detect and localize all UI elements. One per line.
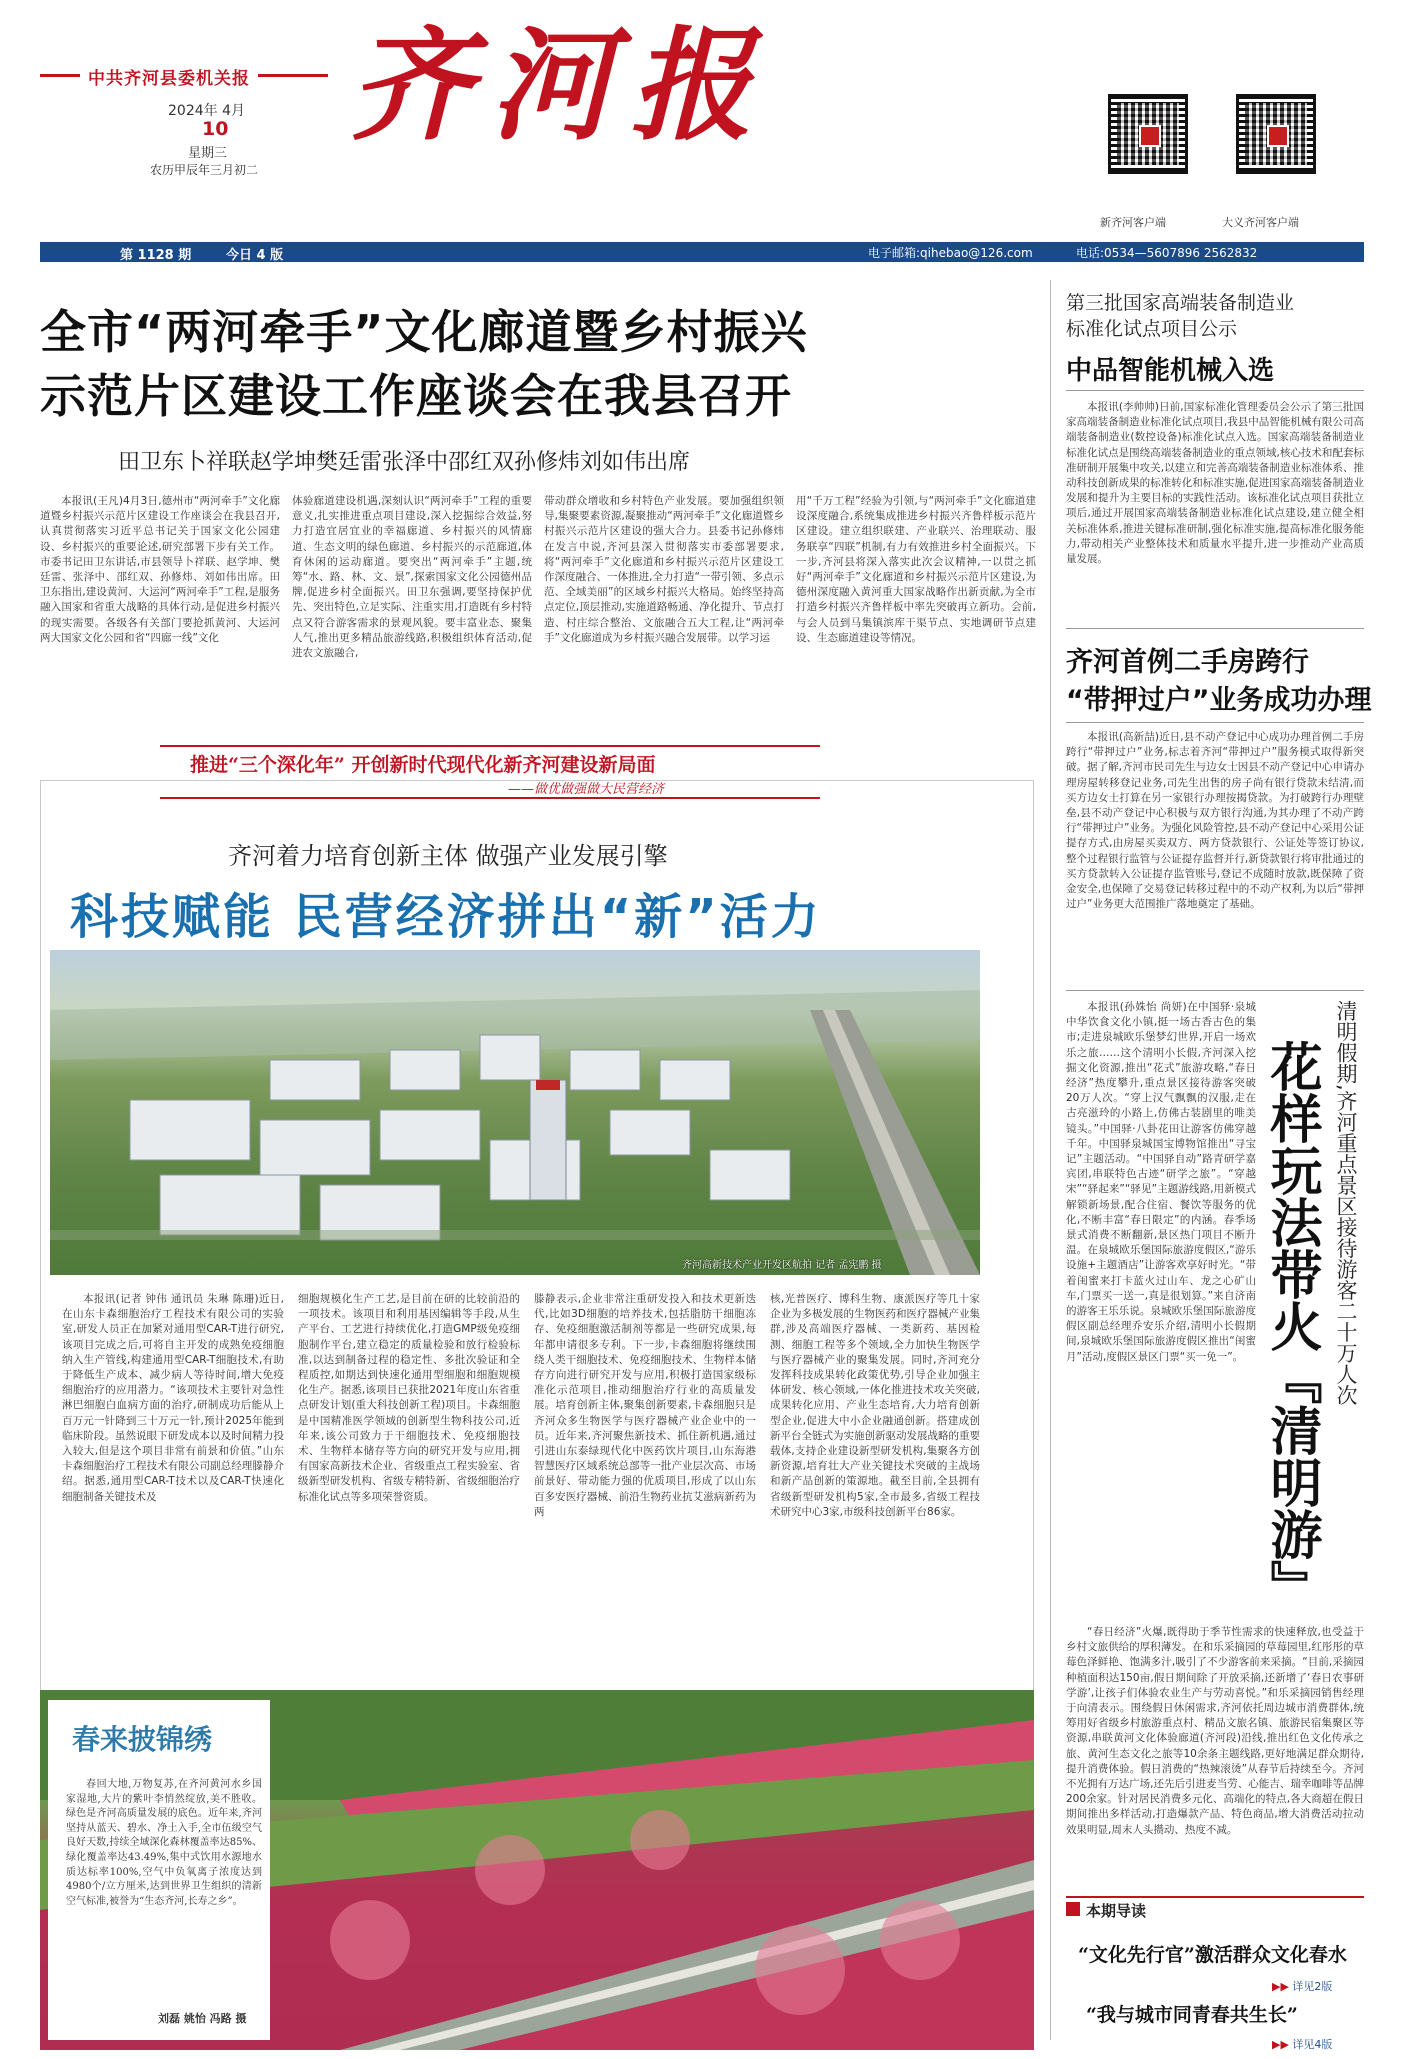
qr-label-xinqihe: 新齐河客户端 bbox=[1100, 216, 1166, 229]
feature-column-3: 滕静表示,企业非常注重研发投入和技术更新迭代,比如3D细胞的培养技术,包括脂肪干细胞冻存、免疫细胞激活制剂等都是一些研究成果,每年都申请很多专利。下一步,卡森细胞将继续围绕人类干细胞技术、免疫细胞技术、生物样本储存方向进行研究开发与应用,积极打造国家级标准化示范项目,推动细胞治疗行业的高质量发展。培育创新主体,聚集创新要素,卡森细胞只是齐河众多生物医学与医疗器械产业企业中的一员。近年来,齐河聚焦新技术、抓住新机遇,通过引进山东泰绿现代化中医药饮片项目,山东海港智慧医疗区域系统总部等一批产业层次高、市场前景好、带动能力强的优质项目,形成了以山东百多安医疗器械、前沿生物药业抗艾滋病新药为两 bbox=[534, 1293, 756, 1518]
guide-item-2-ref-text: 详见4版 bbox=[1292, 2038, 1333, 2051]
qingming-top-column: 本报讯(孙姝怡 尚妍)在中国驿·泉城中华饮食文化小镇,挺一场古香古色的集市;走进泉城欧乐堡梦幻世界,开启一场欢乐之旅……这个清明小长假,齐河深入挖掘文化资源,推出“花式”旅游攻略,“春日经济”热度攀升,重点景区接待游客突破20万人次。“穿上汉气飘飘的汉服,走在古亮滋玲的小路上,仿佛古装剧里的唯美镜头。”中国驿·八卦花田让游客仿佛穿越千年。中国驿泉城国宝博物馆推出“寻宝记”主题活动。“中国驿自动”路青研学嘉宾团,串联特色古迹“研学之旅”。“穿越宋”“驿起来”“驿见”主题游线路,用新模式解锁新场景,配合住宿、餐饮等服务的优化,不断丰富“春日限定”的内涵。春季场景式消费不断翻新,景区热门项目不断升温。在泉城欧乐堡国际旅游度假区,“游乐设施+主题酒店”让游客欢享好时光。“带着闺蜜来打卡蓝火过山车、龙之心矿山车,门票买一送一,真是很划算。”来自济南的游客王乐乐说。泉城欧乐堡国际旅游度假区副总经理乔安乐介绍,清明小长假期间,泉城欧乐堡国际旅游度假区推出“闺蜜月”活动,度假区景区门票“买一免一”。 bbox=[1066, 1001, 1256, 1363]
issue-date: 2024年 4月 bbox=[168, 103, 245, 119]
guide-item-1-ref[interactable] bbox=[1272, 1978, 1332, 1994]
banner-title: 推进“三个深化年” 开创新时代现代化新齐河建设新局面 bbox=[190, 754, 656, 776]
lead-column-4: 用“千万工程”经验为引领,与“两河牵手”文化廊道建设深度融合,系统集成推进乡村振兴齐鲁样板示范片区建设。建立组织联建、产业联兴、治理联动、服务联享“四联”机制,有力有效推进乡村全面振兴。下一步,齐河县将深入落实此次会议精神,一以贯之抓好“两河牵手”文化廊道和乡村振兴示范片区建设,为德州深度融入黄河重大国家战略作出新贡献,为全市打造乡村振兴齐鲁样板中率先突破再立新功。会前,与会人员到马集镇滨库干渠节点、实地调研节点建设、生态廊道建设等情况。 bbox=[796, 495, 1036, 644]
lead-column-2: 体验廊道建设机遇,深刻认识“两河牵手”工程的重要意义,扎实推进重点项目建设,深入挖掘综合效益,努力打造宜居宜业的幸福廊道、乡村振兴的风情廊道、生态文明的绿色廊道、乡村振兴的示范廊道,体育休闲的运动廊道。要突出“两河牵手”主题,统筹“水、路、林、文、景”,探索国家文化公园德州品牌,促进乡村全面振兴。田卫东强调,要坚持保护优先、突出特色,立足实际、注重实用,打造既有乡村特点又符合游客需求的景观风貌。要丰富业态、聚集人气,推出更多精品旅游线路,积极组织体育活动,促进农文旅融合, bbox=[292, 495, 532, 660]
slogan-rule-left bbox=[40, 74, 80, 77]
feature-aerial-photo[interactable] bbox=[50, 950, 980, 1275]
guide-marker-icon bbox=[1066, 1902, 1080, 1916]
right2-rule bbox=[1066, 722, 1364, 723]
slogan-rule-right bbox=[258, 74, 328, 77]
contact-email[interactable]: 电子邮箱:qihebao@126.com bbox=[868, 246, 1033, 260]
guide-top-rule bbox=[1066, 1896, 1364, 1898]
guide-item-1-ref-text: 详见2版 bbox=[1292, 1980, 1333, 1993]
lead-headline-line2: 示范片区建设工作座谈会在我县召开 bbox=[40, 369, 792, 423]
guide-item-2-title[interactable]: “我与城市同青春共生长” bbox=[1086, 2004, 1298, 2026]
lead-column-3: 带动群众增收和乡村特色产业发展。要加强组织领导,集聚要素资源,凝聚推动“两河牵手”文化廊道暨乡村振兴示范片区建设的强大合力。县委书记孙修炜在发言中说,齐河县深入贯彻落实市委部署要求,将“两河牵手”文化廊道和乡村振兴示范片区建设工作深度融合、一体推进,全力打造“一带引领、多点示范、全域美丽”的区域乡村振兴大格局。始终坚持高点定位,顶层推动,实施道路畅通、净化提升、节点打造、村庄综合整治、文旅融合五大工程,让“两河牵手”文化廊道成为乡村振兴融合发展带。以学习运 bbox=[544, 495, 784, 644]
issue-weekday: 星期三 bbox=[188, 146, 228, 161]
banner-subtitle: ——做优做强做大民营经济 bbox=[508, 782, 665, 797]
party-slogan: 中共齐河县委机关报 bbox=[88, 69, 250, 89]
newspaper-title: 齐河报 bbox=[350, 13, 770, 157]
guide-header: 本期导读 bbox=[1086, 1902, 1147, 1920]
qr-label-dayiqihe: 大义齐河客户端 bbox=[1222, 216, 1299, 229]
feature-photo-caption: 齐河高新技术产业开发区航拍 记者 孟宪鹏 摄 bbox=[682, 1260, 882, 1271]
right1-body: 本报讯(李帅帅)日前,国家标准化管理委员会公示了第三批国家高端装备制造业标准化试点项目,我县中品智能机械有限公司高端装备制造业(数控设备)标准化试点入选。国家高端装备制造业标准化试点是围绕高端装备制造业的重点领域,核心技术和配套标准研制开展集中攻关,以建立和完善高端装备制造业标准体系、推动科技创新成果的标准转化和标准实施,促进国家高端装备制造业发展和提升为主要目标的实践性活动。该标准化试点项目获批立项后,通过开展国家高端装备制造业标准化试点建设,建立健全相关标准体系,推进关键标准研制,强化标准实施,提高标准化服务能力,带动相关产业整体技术和质量水平提升,进一步推动产业高质量发展。 bbox=[1066, 401, 1364, 566]
qingming-body: “春日经济”火爆,既得助于季节性需求的快速释放,也受益于乡村文旅供给的厚积薄发。在和乐采摘园的草莓园里,红彤彤的草莓色泽鲜艳、饱满多汁,吸引了不少游客前来采摘。“目前,采摘园种植面积达150亩,假日期间除了开放采摘,还新增了‘春日农事研学游’,让孩子们体验农业生产与劳动喜悦。”和乐采摘园销售经理于向清表示。围绕假日休闲需求,齐河依托周边城市消费群体,统筹用好省级乡村旅游重点村、精品文旅名镇、旅游民宿集聚区等资源,串联黄河文化体验廊道(齐河段)沿线,推出红色文化传承之旅、黄河生态文化之旅等10余条主题线路,更好地满足群众期待,提升消费体验。假日消费的“热辣滚烫”从春节后持续至今。齐河不光拥有万达广场,还先后引进麦当劳、心能吉、瑞幸咖啡等品牌200余家。针对居民消费多元化、高端化的特点,各大商超在假日期间推出多样活动,打造爆款产品、特色商品,增大消费活动拉动效果明显,周末人头攒动、热度不减。 bbox=[1066, 1626, 1364, 1836]
aerial-illustration bbox=[50, 950, 980, 1275]
right1-kicker-line1: 第三批国家高端装备制造业 bbox=[1066, 292, 1295, 314]
arrow-right-icon: ▶▶ bbox=[1272, 2038, 1293, 2051]
guide-item-2-ref[interactable] bbox=[1272, 2036, 1332, 2052]
lead-headline-line1: 全市“两河牵手”文化廊道暨乡村振兴 bbox=[40, 305, 808, 359]
right2-body: 本报讯(高新喆)近日,县不动产登记中心成功办理首例二手房跨行“带押过户”业务,标志着齐河“带押过户”服务模式取得新突破。据了解,齐河市民司先生与边女士因县不动产登记中心申请办理房屋转移登记业务,司先生出售的房子尚有银行贷款未结清,而买方边女士打算在另一家银行办理按揭贷款。为打破跨行办理壁垒,县不动产登记中心积极与双方银行沟通,为其办理了不动产跨行“带押过户”业务。为强化风险管控,县不动产登记中心采用公证提存方式,由房屋买卖双方、两方贷款银行、公证处等签订协议,整个过程银行监管与公证提存监督并行,新贷款银行将审批通过的买方贷款转入公证提存监管账号,登记不成随时放款,既保障了资金安全,也保障了交易登记转移过程中的不动产权利,为以后“带押过户”业务更大范围推广落地奠定了基础。 bbox=[1066, 731, 1364, 911]
right2-headline-line2: “带押过户”业务成功办理 bbox=[1066, 685, 1372, 716]
contact-phone: 电话:0534—5607896 2562832 bbox=[1076, 246, 1258, 260]
right1-headline: 中品智能机械入选 bbox=[1066, 356, 1275, 386]
arrow-right-icon: ▶▶ bbox=[1272, 1980, 1293, 1993]
qingming-vertical-kicker: 清明假期,齐河重点景区接待游客二十万人次 bbox=[1334, 1000, 1358, 1406]
spring-credit: 刘磊 姚怡 冯路 摄 bbox=[158, 2012, 247, 2025]
lunar-date: 农历甲辰年三月初二 bbox=[150, 163, 259, 177]
qr-code-xinqihe[interactable] bbox=[1108, 94, 1188, 174]
qingming-vertical-headline: 花样玩法带火『清明游』 bbox=[1261, 1040, 1322, 1612]
right1-bottom-rule bbox=[1066, 628, 1364, 629]
lead-attendees: 田卫东卜祥联赵学坤樊廷雷张泽中邵红双孙修炜刘如伟出席 bbox=[118, 450, 691, 475]
right2-headline-line1: 齐河首例二手房跨行 bbox=[1066, 647, 1309, 678]
qr-code-dayiqihe[interactable] bbox=[1236, 94, 1316, 174]
spring-headline: 春来披锦绣 bbox=[72, 1723, 213, 1756]
right1-rule bbox=[1066, 390, 1364, 391]
guide-item-1-title[interactable]: “文化先行官”激活群众文化春水 bbox=[1078, 1944, 1347, 1966]
feature-column-4: 核,光普医疗、博科生物、康派医疗等几十家企业为多极发展的生物医药和医疗器械产业集群,涉及高端医疗器械、一类新药、基因检测、细胞工程等多个领域,全力加快生物医学与医疗器械产业的聚集发展。同时,齐河充分发挥科技成果转化政策优势,引导企业加强主体研发、核心领域,一体化推进技术攻关突破,成果转化应用、产业生态培育,大力培育创新型企业,促进大中小企业融通创新。搭建成创新平台全链式为实施创新驱动发展战略的重要载体,支持企业建设新型研发机构,集聚各方创新资源,培育壮大产业关键技术突破的主战场和新产品创新的策源地。截至目前,全县拥有省级新型研发机构5家,全市最多,省级工程技术研究中心3家,市级科技创新平台86家。 bbox=[770, 1293, 980, 1518]
feature-column-1: 本报讯(记者 钟伟 通讯员 朱琳 陈珊)近日,在山东卡森细胞治疗工程技术有限公司的实验室,研发人员正在加紧对通用型CAR-T进行研究,该项目完成之后,可将自主开发的成熟免疫细胞纳入生产管线,构建通用型CAR-T细胞技术,有助于降低生产成本、减少病人等待时间,增大免疫细胞治疗的应用潜力。“该项技术主要针对急性淋巴细胞白血病方面的治疗,研制成功后能从上百万元一针降到三十万元一针,预计2025年能到临床阶段。虽然说眼下研发成本以及时间精力投入较大,但是这个项目非常有前景和价值。”山东卡森细胞治疗工程技术有限公司副总经理滕静介绍。据悉,通用型CAR-T技术以及CAR-T快速化细胞制备关键技术及 bbox=[62, 1293, 284, 1503]
right-column-divider bbox=[1050, 280, 1051, 2040]
page-count: 今日 4 版 bbox=[226, 248, 284, 263]
feature-column-2: 细胞规模化生产工艺,是目前在研的比较前沿的一项技术。该项目和利用基因编辑等手段,从生产平台、工艺进行持续优化,打造GMP级免疫细胞制作平台,建立稳定的质量检验和放行检验标准,以达到制备过程的稳定性、多批次验证和全程质控,如期达到快速化通用型细胞和细胞规模化生产。据悉,该项目已获批2021年度山东省重点研发计划(重大科技创新工程)项目。卡森细胞是中国精准医学领域的创新型生物科技公司,近年来,该公司致力于干细胞技术、免疫细胞技术、生物样本储存等方向的研究开发与应用,拥有国家高新技术企业、省级重点工程实验室、省级新型研发机构、省级专精特新、省级细胞治疗标准化试点等多项荣誉资质。 bbox=[298, 1293, 520, 1503]
lead-column-1: 本报讯(王凡)4月3日,德州市“两河牵手”文化廊道暨乡村振兴示范片区建设工作座谈会在我县召开,认真贯彻落实习近平总书记关于国家文化公园建设、乡村振兴的重要论述,研究部署下步有关工作。市委书记田卫东讲话,市县领导卜祥联、赵学坤、樊廷雷、张泽中、邵红双、孙修炜、刘如伟出席。田卫东指出,建设黄河、大运河“两河牵手”工程,是服务融入国家和省重大战略的具体行动,是促进乡村振兴的现实需要。各级各有关部门要抢抓黄河、大运河两大国家文化公园和省“四廊一线”文化 bbox=[40, 495, 280, 644]
feature-headline: 科技赋能 民营经济拼出“新”活力 bbox=[70, 889, 822, 945]
right1-kicker-line2: 标准化试点项目公示 bbox=[1066, 318, 1238, 340]
spring-body: 春回大地,万物复苏,在齐河黄河水乡国家湿地,大片的紫叶李悄然绽放,美不胜收。绿色是齐河高质量发展的底色。近年来,齐河坚持从蓝天、碧水、净土入手,全市伍级空气良好天数,持续全域深化森林覆盖率达85%、绿化覆盖率达43.49%,集中式饮用水源地水质达标率100%,空气中负氧离子浓度达到4980个/立方厘米,达到世界卫生组织的清新空气标准,被誉为“生态齐河,长寿之乡”。 bbox=[66, 1779, 262, 1907]
issue-number: 第 1128 期 bbox=[120, 248, 192, 263]
right2-bottom-rule bbox=[1066, 990, 1364, 991]
issue-day: 10 bbox=[202, 118, 229, 140]
feature-kicker: 齐河着力培育创新主体 做强产业发展引擎 bbox=[228, 842, 668, 870]
